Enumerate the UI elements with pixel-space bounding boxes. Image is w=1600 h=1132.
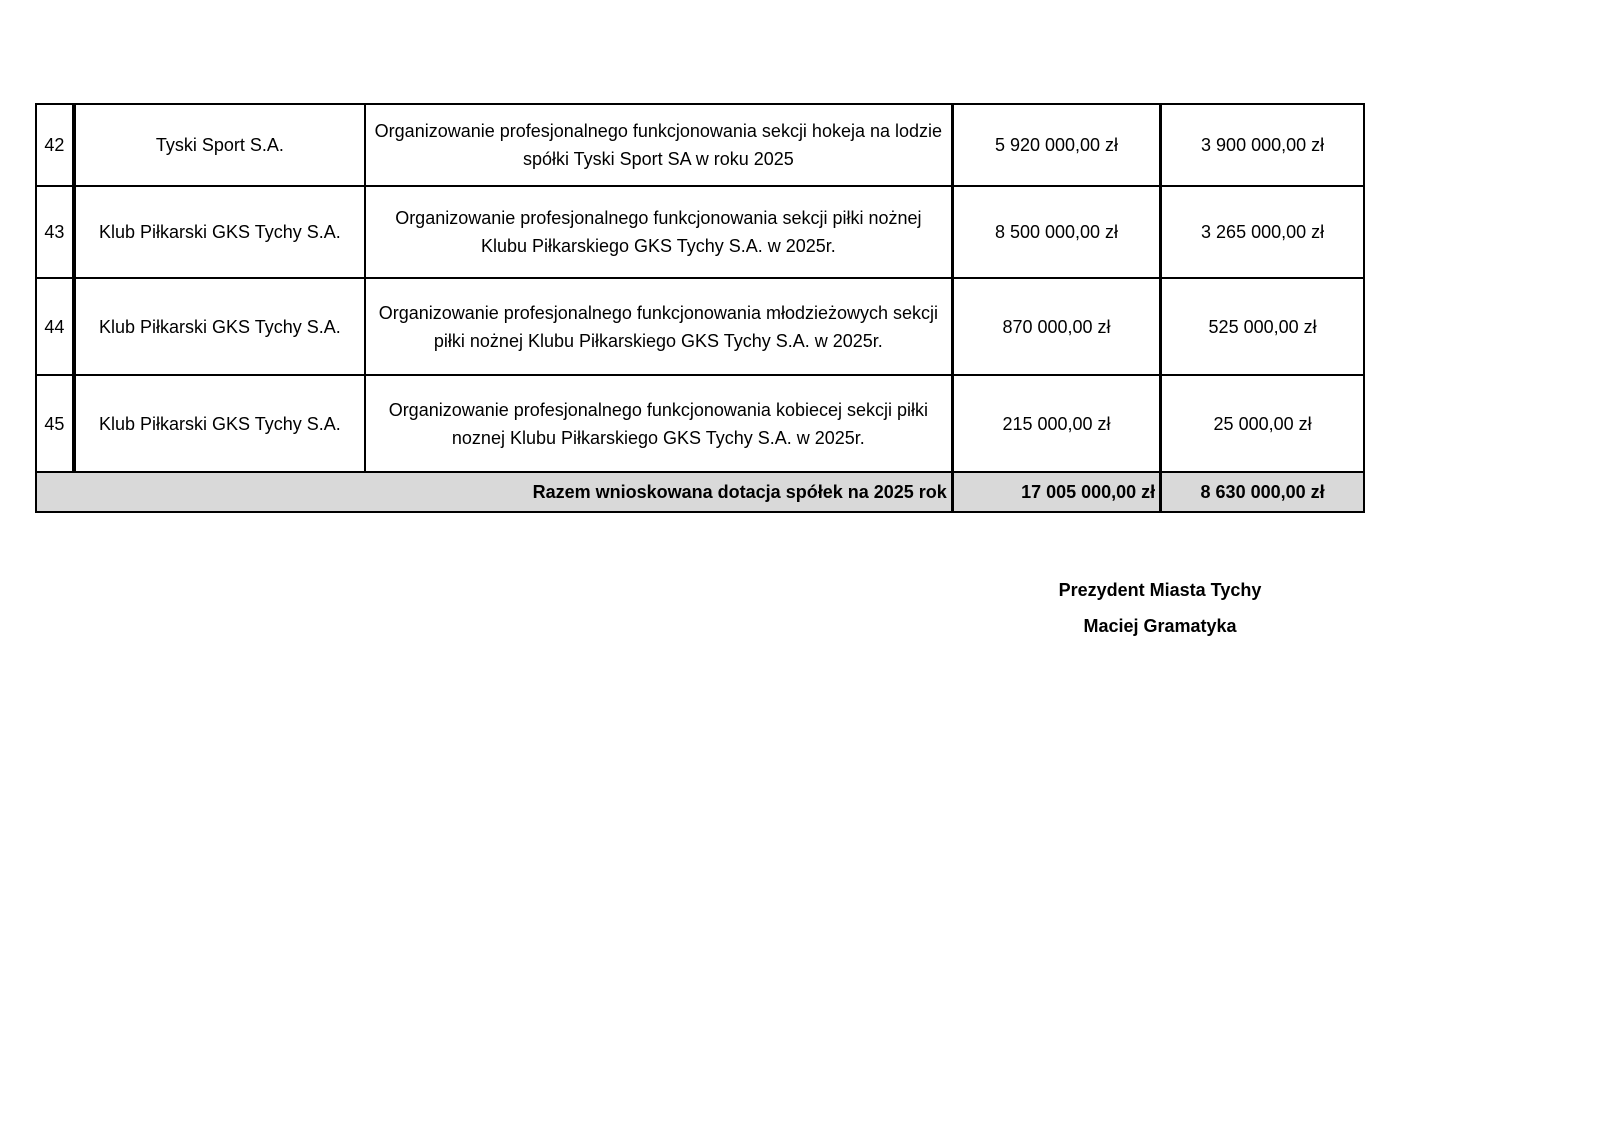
- requested-amount: 5 920 000,00 zł: [952, 104, 1160, 186]
- granted-amount: 3 265 000,00 zł: [1161, 186, 1364, 278]
- total-requested-amount: 17 005 000,00 zł: [952, 472, 1160, 512]
- granted-amount: 25 000,00 zł: [1161, 375, 1364, 472]
- requested-amount: 215 000,00 zł: [952, 375, 1160, 472]
- requested-amount: 8 500 000,00 zł: [952, 186, 1160, 278]
- entity-name: Tyski Sport S.A.: [74, 104, 365, 186]
- requested-amount: 870 000,00 zł: [952, 278, 1160, 375]
- table-row: [36, 278, 1364, 375]
- signature-block: [1010, 572, 1310, 644]
- task-description: Organizowanie profesjonalnego funkcjonowania sekcji piłki nożnej Klubu Piłkarskiego GKS Tychy S.A. w 2025r.: [365, 186, 952, 278]
- entity-name: Klub Piłkarski GKS Tychy S.A.: [74, 375, 365, 472]
- task-description: Organizowanie profesjonalnego funkcjonowania kobiecej sekcji piłki noznej Klubu Piłkarskiego GKS Tychy S.A. w 2025r.: [365, 375, 952, 472]
- table-row: [36, 104, 1364, 186]
- signature-title: Prezydent Miasta Tychy: [1058, 580, 1262, 600]
- total-label: Razem wnioskowana dotacja spółek na 2025 rok: [36, 472, 952, 512]
- signature-name: Maciej Gramatyka: [1083, 616, 1237, 636]
- entity-name: Klub Piłkarski GKS Tychy S.A.: [74, 278, 365, 375]
- entity-name: Klub Piłkarski GKS Tychy S.A.: [74, 186, 365, 278]
- granted-amount: 525 000,00 zł: [1161, 278, 1364, 375]
- row-number: 43: [36, 186, 74, 278]
- table-row: [36, 186, 1364, 278]
- granted-amount: 3 900 000,00 zł: [1161, 104, 1364, 186]
- total-granted-amount: 8 630 000,00 zł: [1161, 472, 1364, 512]
- table-row: [36, 375, 1364, 472]
- row-number: 44: [36, 278, 74, 375]
- subsidy-table: [35, 103, 1365, 513]
- row-number: 45: [36, 375, 74, 472]
- total-row: [36, 472, 1364, 512]
- row-number: 42: [36, 104, 74, 186]
- task-description: Organizowanie profesjonalnego funkcjonowania sekcji hokeja na lodzie spółki Tyski Sport SA w roku 2025: [365, 104, 952, 186]
- task-description: Organizowanie profesjonalnego funkcjonowania młodzieżowych sekcji piłki nożnej Klubu Piłkarskiego GKS Tychy S.A. w 2025r.: [365, 278, 952, 375]
